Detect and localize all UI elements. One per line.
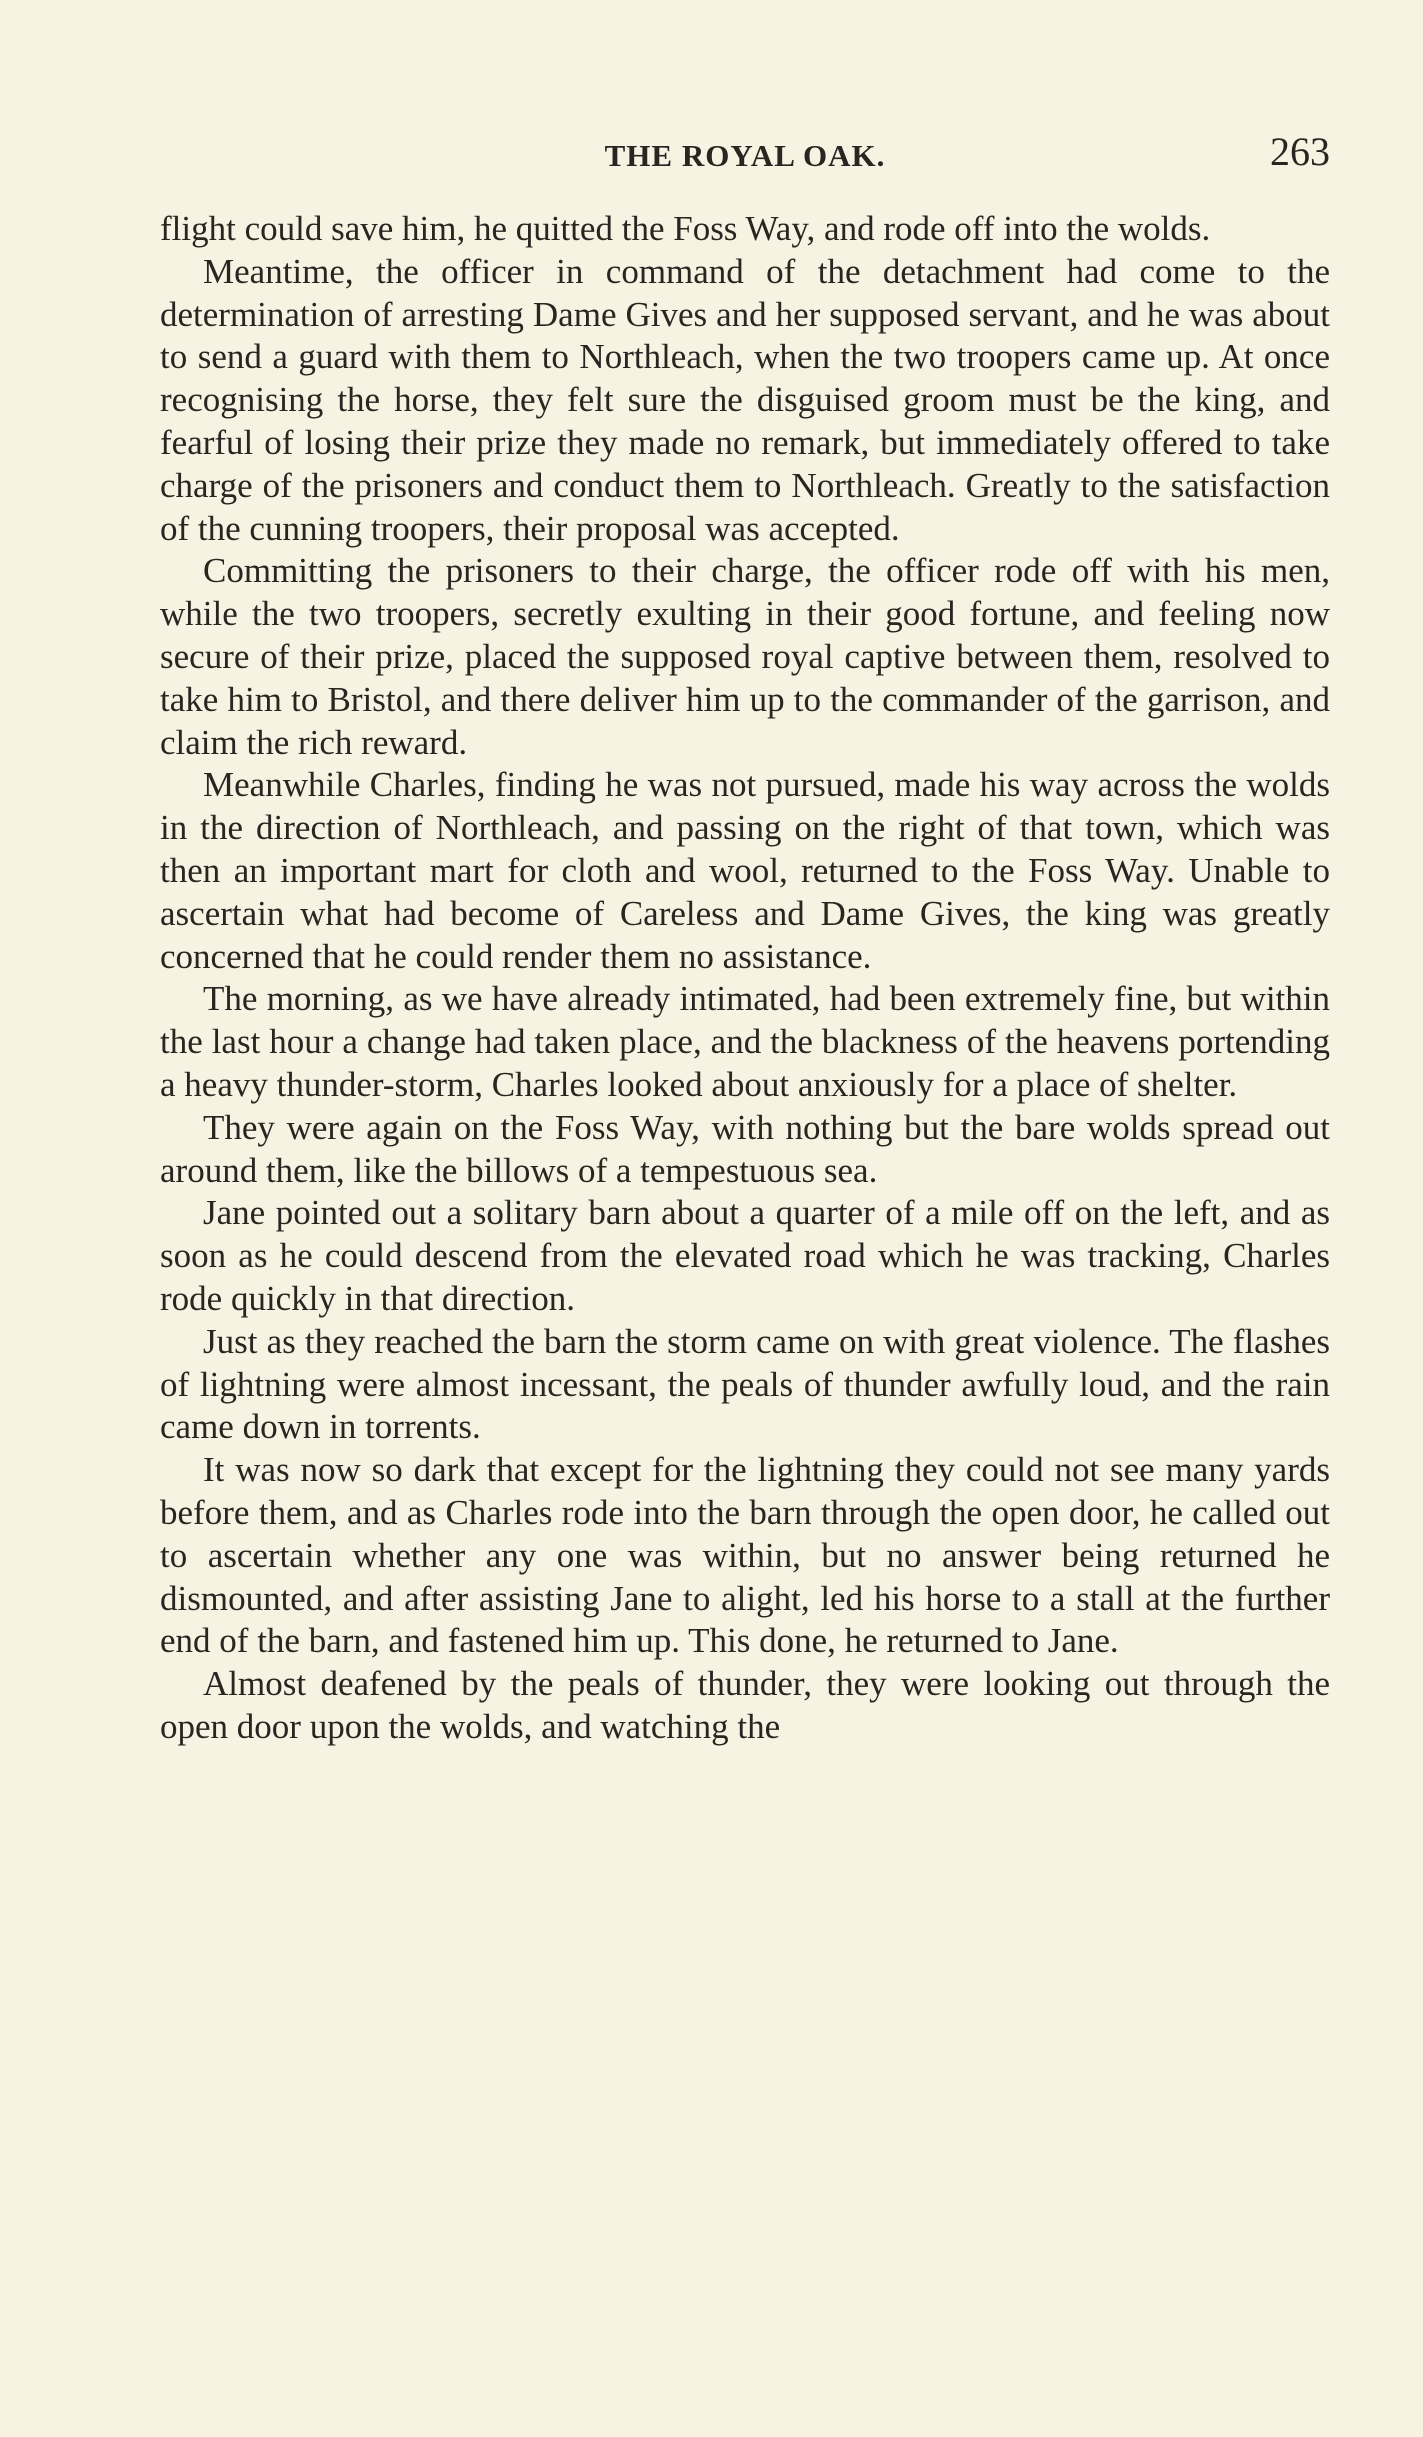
page-header [160,128,1330,188]
paragraph: Committing the prisoners to their charge, the officer rode off with his men, while the two troopers, secretly exulting in their good fortune, and feeling now secure of their prize, placed the supposed royal captive between them, resolved to take him to Bristol, and there deliver him up to the commander of the garrison, and claim the rich reward. [160,551,1330,762]
paragraph: Jane pointed out a solitary barn about a quarter of a mile off on the left, and as soon as he could descend from the elevated road which he was tracking, Charles rode quickly in that direction. [160,1193,1330,1318]
paragraph: Meanwhile Charles, finding he was not pursued, made his way across the wolds in the direction of Northleach, and passing on the right of that town, which was then an important mart for cloth and wool, returned to the Foss Way. Unable to ascertain what had become of Careless and Dame Gives, the king was greatly concerned that he could render them no assistance. [160,765,1330,976]
paragraph: The morning, as we have already intimated, had been extremely fine, but within the last hour a change had taken place, and the blackness of the heavens portending a heavy thunder-storm, Charles looked about anxiously for a place of shelter. [160,979,1330,1104]
page-number: 263 [1270,129,1330,174]
running-title: THE ROYAL OAK. [604,138,886,173]
paragraph: Meantime, the officer in command of the detachment had come to the determination of arresting Dame Gives and her supposed servant, and he was about to send a guard with them to Northleach, when the two troopers came up. At once recognising the horse, they felt sure the disguised groom must be the king, and fearful of losing their prize they made no remark, but immediately offered to take charge of the prisoners and conduct them to Northleach. Greatly to the satisfaction of the cunning troopers, their proposal was accepted. [160,251,1330,548]
body-text [160,208,1330,1749]
paragraph: They were again on the Foss Way, with nothing but the bare wolds spread out around them, like the billows of a tempestuous sea. [160,1107,1330,1190]
paragraph: Almost deafened by the peals of thunder, they were looking out through the open door upon the wolds, and watching the [160,1664,1330,1746]
paragraph: Just as they reached the barn the storm came on with great violence. The flashes of lightning were almost incessant, the peals of thunder awfully loud, and the rain came down in torrents. [160,1321,1330,1447]
paragraph: flight could save him, he quitted the Foss Way, and rode off into the wolds. [160,209,1211,248]
paragraph: It was now so dark that except for the lightning they could not see many yards before them, and as Charles rode into the barn through the open door, he called out to ascertain whether any one was within, but no answer being returned he dismounted, and after assisting Jane to alight, led his horse to a stall at the further end of the barn, and fastened him up. This done, he returned to Jane. [160,1450,1330,1661]
